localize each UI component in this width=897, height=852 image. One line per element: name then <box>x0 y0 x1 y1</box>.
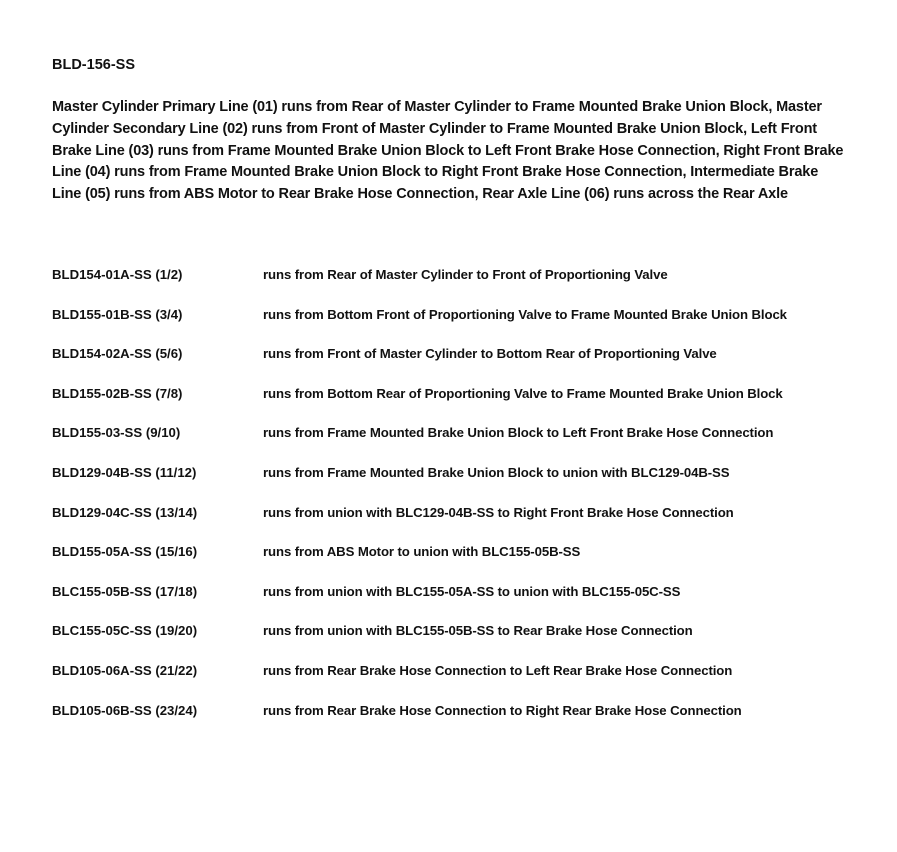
list-item <box>52 661 852 701</box>
parts-list <box>52 265 852 740</box>
part-number: BLD155-01B-SS (3/4) <box>52 306 183 322</box>
part-number: BLD155-02B-SS (7/8) <box>52 385 183 401</box>
list-item <box>52 305 852 345</box>
part-number: BLD105-06B-SS (23/24) <box>52 702 198 718</box>
part-description: runs from Frame Mounted Brake Union Block to Left Front Brake Hose Connection <box>263 425 774 441</box>
part-description: runs from union with BLC155-05B-SS to Rear Brake Hose Connection <box>263 623 693 639</box>
part-number: BLD154-02A-SS (5/6) <box>52 346 183 362</box>
list-item <box>52 344 852 384</box>
list-item <box>52 384 852 424</box>
part-number: BLD155-05A-SS (15/16) <box>52 544 198 560</box>
part-number: BLD155-03-SS (9/10) <box>52 425 181 441</box>
part-description: runs from Front of Master Cylinder to Bottom Rear of Proportioning Valve <box>263 346 717 362</box>
document-summary: Master Cylinder Primary Line (01) runs from Rear of Master Cylinder to Frame Mounted Brake Union Block, Master Cylinder Secondary Line (02) runs from Front of Master Cylinder to Frame Mounted Brake Union Block, Left Front Brake Line (03) runs from Frame Mounted Brake Union Block to Left Front Brake Hose Connection, Right Front Brake Line (04) runs from Frame Mounted Brake Union Block to Right Front Brake Hose Connection, Intermediate Brake Line (05) runs from ABS Motor to Rear Brake Hose Connection, Rear Axle Line (06) runs across the Rear Axle <box>52 99 844 203</box>
part-description: runs from Frame Mounted Brake Union Block to union with BLC129-04B-SS <box>263 464 730 480</box>
document-title: BLD-156-SS <box>52 57 135 73</box>
part-number: BLD129-04C-SS (13/14) <box>52 504 198 520</box>
list-item <box>52 582 852 622</box>
part-description: runs from Bottom Rear of Proportioning Valve to Frame Mounted Brake Union Block <box>263 385 783 401</box>
part-number: BLD105-06A-SS (21/22) <box>52 662 198 678</box>
part-description: runs from Bottom Front of Proportioning Valve to Frame Mounted Brake Union Block <box>263 306 787 322</box>
part-description: runs from Rear Brake Hose Connection to Right Rear Brake Hose Connection <box>263 702 742 718</box>
list-item <box>52 621 852 661</box>
part-description: runs from ABS Motor to union with BLC155-05B-SS <box>263 544 581 560</box>
list-item <box>52 265 852 305</box>
part-number: BLD154-01A-SS (1/2) <box>52 267 183 282</box>
list-item <box>52 542 852 582</box>
list-item <box>52 423 852 463</box>
list-item <box>52 701 852 741</box>
part-description: runs from union with BLC155-05A-SS to union with BLC155-05C-SS <box>263 583 681 599</box>
part-number: BLC155-05B-SS (17/18) <box>52 583 198 599</box>
part-description: runs from Rear Brake Hose Connection to Left Rear Brake Hose Connection <box>263 662 733 678</box>
part-number: BLC155-05C-SS (19/20) <box>52 623 198 639</box>
part-number: BLD129-04B-SS (11/12) <box>52 464 197 480</box>
part-description: runs from union with BLC129-04B-SS to Right Front Brake Hose Connection <box>263 504 734 520</box>
list-item <box>52 463 852 503</box>
part-description: runs from Rear of Master Cylinder to Front of Proportioning Valve <box>263 267 668 282</box>
list-item <box>52 503 852 543</box>
